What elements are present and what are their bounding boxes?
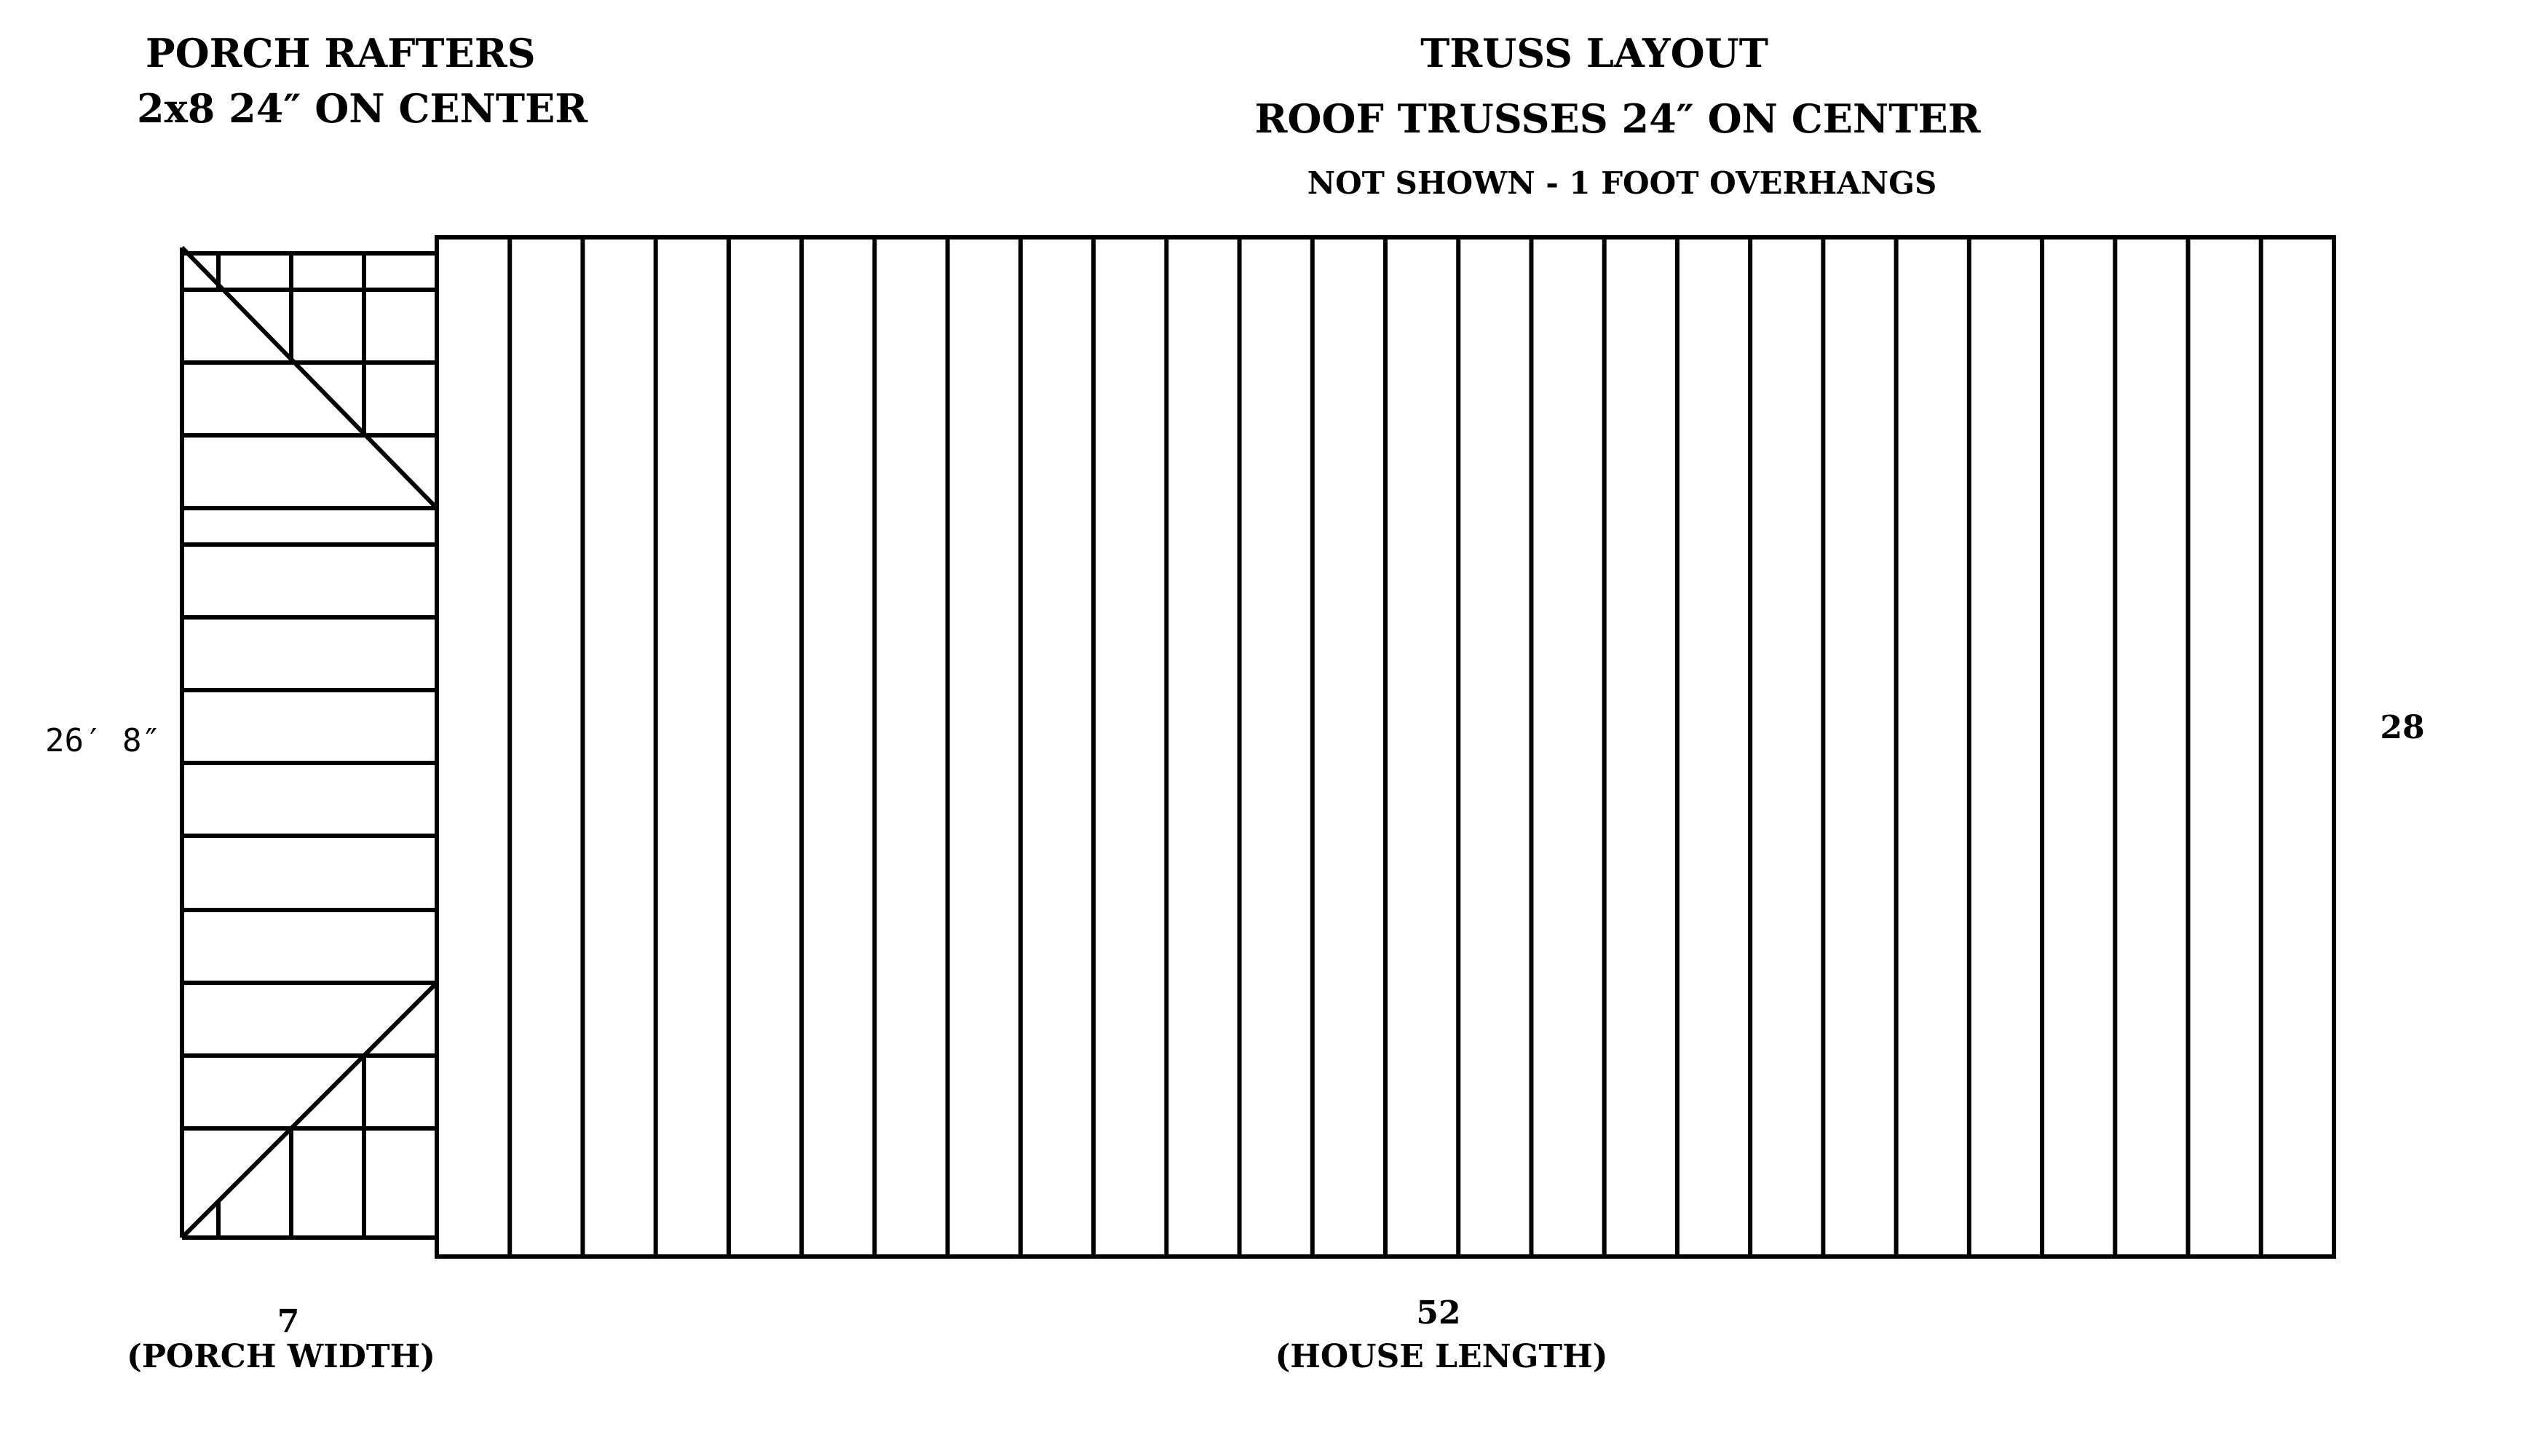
overhang-note: NOT SHOWN - 1 FOOT OVERHANGS xyxy=(1307,165,1937,201)
porch-hip-bottom xyxy=(182,983,437,1238)
house-length-value: 52 xyxy=(1416,1294,1461,1332)
porch-height-label: 26′ 8″ xyxy=(45,722,161,759)
house-width-label: 28 xyxy=(2380,709,2425,746)
truss-title: TRUSS LAYOUT xyxy=(1420,30,1768,76)
porch-width-value: 7 xyxy=(277,1303,300,1340)
porch-title: PORCH RAFTERS xyxy=(146,30,536,76)
porch-width-caption: (PORCH WIDTH) xyxy=(127,1338,435,1375)
roof-trusses xyxy=(437,237,2334,1257)
truss-spec: ROOF TRUSSES 24″ ON CENTER xyxy=(1254,95,1981,142)
house-length-caption: (HOUSE LENGTH) xyxy=(1275,1338,1608,1375)
porch-rafters xyxy=(182,248,437,1238)
porch-spec: 2x8 24″ ON CENTER xyxy=(137,85,588,132)
